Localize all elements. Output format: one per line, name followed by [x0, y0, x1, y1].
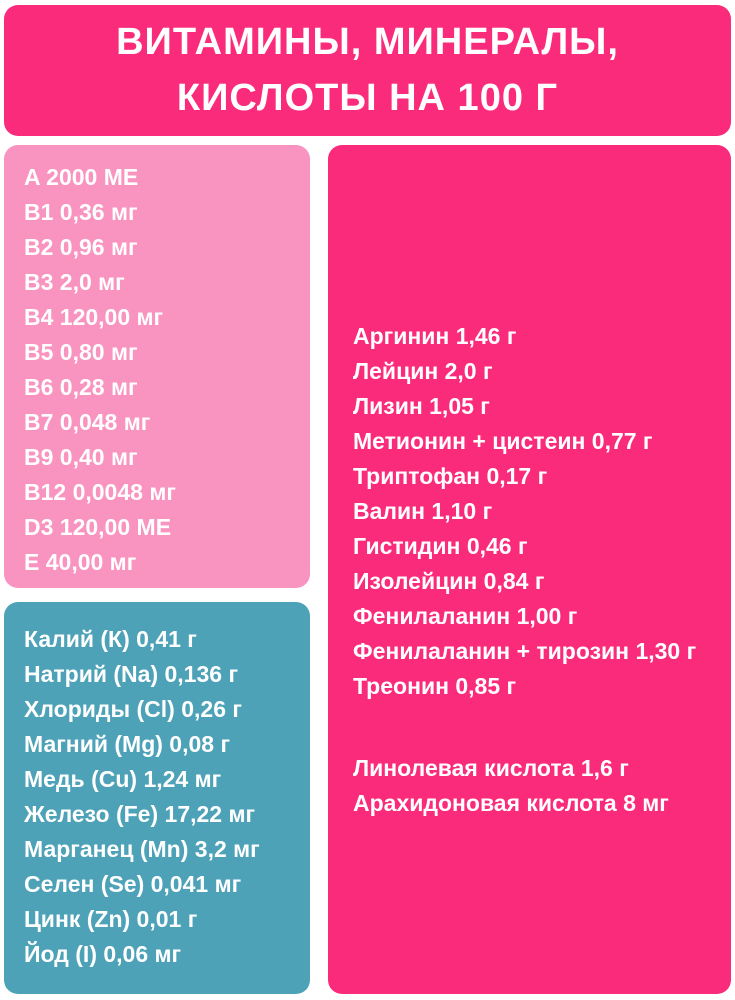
amino-acid-item: Триптофан 0,17 г: [353, 462, 548, 489]
fatty-acid-item: Линолевая кислота 1,6 г: [353, 754, 629, 781]
mineral-item: Натрий (Na) 0,136 г: [24, 661, 239, 687]
fatty-acids-list: [353, 751, 725, 821]
vitamin-item: B1 0,36 мг: [24, 199, 138, 225]
fatty-acid-item: Арахидоновая кислота 8 мг: [353, 789, 669, 816]
page-title: [116, 15, 619, 125]
mineral-item: Цинк (Zn) 0,01 г: [24, 906, 198, 932]
amino-acid-item: Гистидин 0,46 г: [353, 532, 528, 559]
title-line-1: ВИТАМИНЫ, МИНЕРАЛЫ,: [116, 21, 619, 64]
amino-acid-item: Изолейцин 0,84 г: [353, 567, 545, 594]
amino-acid-item: Валин 1,10 г: [353, 497, 493, 524]
mineral-item: Железо (Fe) 17,22 мг: [24, 801, 256, 827]
vitamin-item: D3 120,00 МЕ: [24, 514, 172, 540]
mineral-item: Йод (I) 0,06 мг: [24, 941, 182, 967]
vitamin-item: B6 0,28 мг: [24, 374, 138, 400]
vitamin-item: B12 0,0048 мг: [24, 479, 176, 505]
vitamin-item: A 2000 МЕ: [24, 164, 139, 190]
mineral-item: Хлориды (Cl) 0,26 г: [24, 696, 242, 722]
amino-acids-list: [353, 319, 725, 704]
header-card: [4, 5, 731, 136]
vitamins-list: [24, 160, 300, 580]
vitamin-item: E 40,00 мг: [24, 549, 137, 575]
amino-acid-item: Треонин 0,85 г: [353, 672, 517, 699]
mineral-item: Медь (Cu) 1,24 мг: [24, 766, 222, 792]
mineral-item: Калий (К) 0,41 г: [24, 626, 197, 652]
vitamins-card: [4, 145, 310, 588]
vitamin-item: B7 0,048 мг: [24, 409, 151, 435]
vitamin-item: B5 0,80 мг: [24, 339, 138, 365]
amino-acid-item: Фенилаланин 1,00 г: [353, 602, 578, 629]
mineral-item: Селен (Se) 0,041 мг: [24, 871, 242, 897]
amino-acids-card: [328, 145, 731, 994]
mineral-item: Марганец (Mn) 3,2 мг: [24, 836, 260, 862]
vitamin-item: B9 0,40 мг: [24, 444, 138, 470]
vitamin-item: B3 2,0 мг: [24, 269, 125, 295]
minerals-card: [4, 602, 310, 994]
vitamin-item: B2 0,96 мг: [24, 234, 138, 260]
mineral-item: Магний (Mg) 0,08 г: [24, 731, 231, 757]
amino-acid-item: Фенилаланин + тирозин 1,30 г: [353, 637, 697, 664]
amino-acid-item: Аргинин 1,46 г: [353, 322, 517, 349]
amino-acid-item: Метионин + цистеин 0,77 г: [353, 427, 653, 454]
amino-acid-item: Лейцин 2,0 г: [353, 357, 493, 384]
title-line-2: КИСЛОТЫ НА 100 Г: [176, 76, 559, 119]
amino-acid-item: Лизин 1,05 г: [353, 392, 490, 419]
vitamin-item: B4 120,00 мг: [24, 304, 164, 330]
minerals-list: [24, 622, 304, 972]
